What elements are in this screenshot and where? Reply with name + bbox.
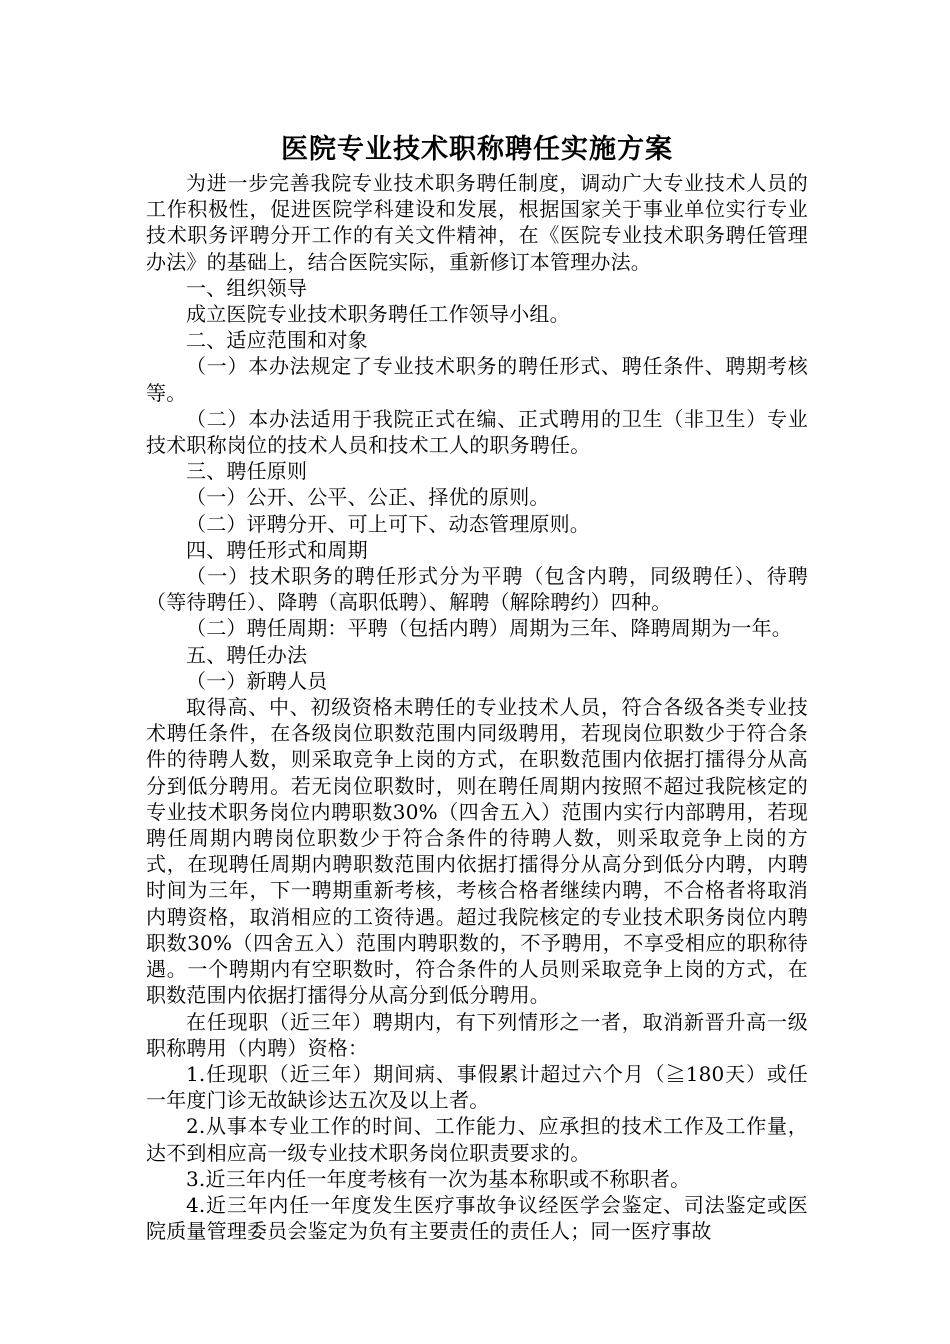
section-heading-3: 三、聘任原则	[186, 459, 308, 484]
paragraph: （二）聘任周期：平聘（包括内聘）周期为三年、降聘周期为一年。	[186, 616, 792, 641]
paragraph: 在任现职（近三年）聘期内，有下列情形之一者，取消新晋升高一级职称聘用（内聘）资格：	[146, 1009, 808, 1060]
paragraph: 取得高、中、初级资格未聘任的专业技术人员，符合各级各类专业技术聘任条件，在各级岗位职数范围内同级聘用，若现岗位职数少于符合条件的待聘人数，则采取竞争上岗的方式，在职数范围内依据打擂得分从高分到低分聘用。若无岗位职数时，则在聘任周期内按照不超过我院核定的专业技术职务岗位内聘职数30%（四舍五入）范围内实行内部聘用，若现聘任周期内聘岗位职数少于符合条件的待聘人数，则采取竞争上岗的方式，在现聘任周期内聘职数范围内依据打擂得分从高分到低分内聘，内聘时间为三年，下一聘期重新考核，考核合格者继续内聘，不合格者将取消内聘资格，取消相应的工资待遇。超过我院核定的专业技术职务岗位内聘职数30%（四舍五入）范围内聘职数的，不予聘用，不享受相应的职称待遇。一个聘期内有空职数时，符合条件的人员则采取竞争上岗的方式，在职数范围内依据打擂得分从高分到低分聘用。	[146, 695, 808, 1008]
section-heading-2: 二、适应范围和对象	[186, 328, 368, 353]
document-page	[146, 130, 808, 1244]
list-item: 2.从事本专业工作的时间、工作能力、应承担的技术工作及工作量，达不到相应高一级专业技术职务岗位职责要求的。	[146, 1114, 808, 1165]
section-heading-4: 四、聘任形式和周期	[186, 537, 368, 562]
document-title: 医院专业技术职称聘任实施方案	[281, 134, 673, 165]
paragraph: （二）本办法适用于我院正式在编、正式聘用的卫生（非卫生）专业技术职称岗位的技术人员和技术工人的职务聘任。	[146, 406, 808, 458]
intro-paragraph: 为进一步完善我院专业技术职务聘任制度，调动广大专业技术人员的工作积极性，促进医院学科建设和发展，根据国家关于事业单位实行专业技术职务评聘分开工作的有关文件精神，在《医院专业技术职务聘任管理办法》的基础上，结合医院实际，重新修订本管理办法。	[146, 171, 808, 274]
subsection-heading: （一）新聘人员	[186, 668, 328, 693]
paragraph: （一）本办法规定了专业技术职务的聘任形式、聘任条件、聘期考核等。	[146, 354, 808, 405]
list-item: 3.近三年内任一年度考核有一次为基本称职或不称职者。	[186, 1166, 691, 1191]
paragraph: （一）技术职务的聘任形式分为平聘（包含内聘，同级聘任）、待聘（等待聘任）、降聘（高职低聘）、解聘（解除聘约）四种。	[146, 564, 808, 615]
list-item: 1.任现职（近三年）期间病、事假累计超过六个月（≧180天）或任一年度门诊无故缺诊达五次及以上者。	[146, 1061, 808, 1113]
list-item: 4.近三年内任一年度发生医疗事故争议经医学会鉴定、司法鉴定或医院质量管理委员会鉴定为负有主要责任的责任人；同一医疗事故	[146, 1192, 808, 1244]
paragraph: （一）公开、公平、公正、择优的原则。	[186, 485, 550, 510]
section-heading-1: 一、组织领导	[186, 275, 308, 300]
paragraph: 成立医院专业技术职务聘任工作领导小组。	[186, 302, 570, 327]
paragraph: （二）评聘分开、可上可下、动态管理原则。	[186, 511, 590, 536]
section-heading-5: 五、聘任办法	[186, 642, 308, 667]
